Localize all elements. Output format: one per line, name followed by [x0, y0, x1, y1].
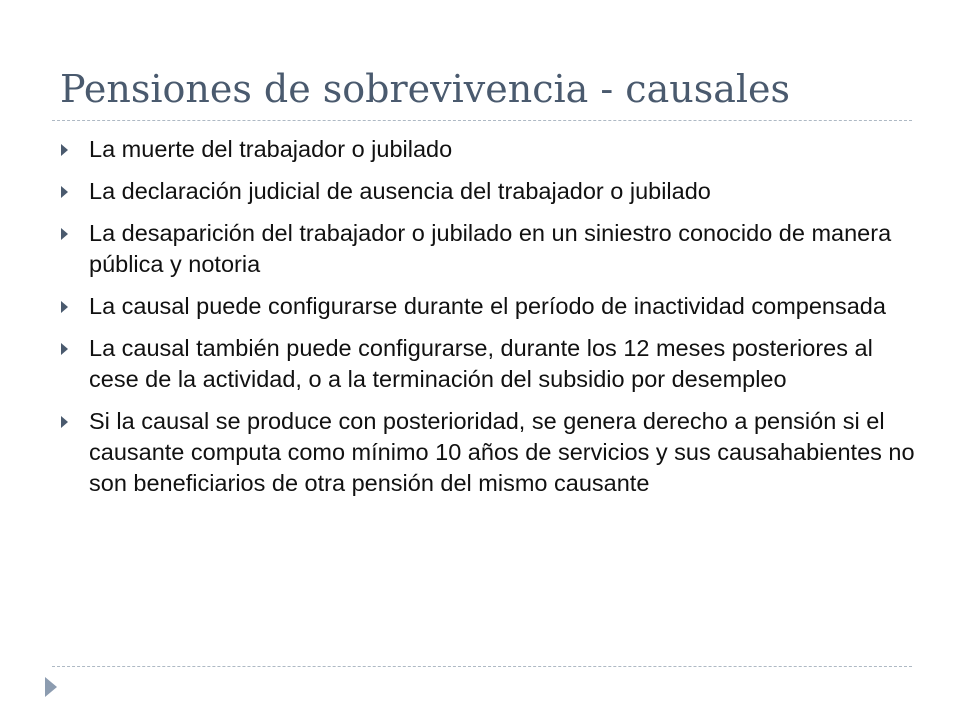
slide-title: Pensiones de sobrevivencia - causales	[60, 67, 790, 111]
bullet-item	[60, 218, 920, 280]
triangle-right-icon	[61, 228, 68, 240]
bullet-text: La muerte del trabajador o jubilado	[89, 136, 453, 162]
triangle-right-icon	[61, 416, 68, 428]
title-divider	[52, 120, 912, 121]
triangle-right-icon	[61, 186, 68, 198]
bullet-text: La causal también puede configurarse, durante los 12 meses posteriores al cese de la actividad, o a la terminación del subsidio por desempleo	[89, 335, 873, 392]
bullet-text: Si la causal se produce con posterioridad, se genera derecho a pensión si el causante computa como mínimo 10 años de servicios y sus causahabientes no son beneficiarios de otra pensión del mismo causante	[89, 408, 915, 496]
footer-divider	[52, 666, 912, 667]
triangle-right-icon	[61, 301, 68, 313]
bullet-item	[60, 406, 920, 499]
bullet-item	[60, 333, 920, 395]
bullet-item	[60, 291, 920, 322]
bullet-item	[60, 176, 920, 207]
triangle-right-icon	[61, 343, 68, 355]
bullet-text: La causal puede configurarse durante el período de inactividad compensada	[89, 293, 886, 319]
bullet-list	[60, 134, 920, 510]
bullet-text: La desaparición del trabajador o jubilado en un siniestro conocido de manera pública y notoria	[89, 220, 892, 277]
bullet-item	[60, 134, 920, 165]
triangle-right-icon	[61, 144, 68, 156]
triangle-right-icon	[45, 677, 57, 697]
bullet-text: La declaración judicial de ausencia del trabajador o jubilado	[89, 178, 711, 204]
